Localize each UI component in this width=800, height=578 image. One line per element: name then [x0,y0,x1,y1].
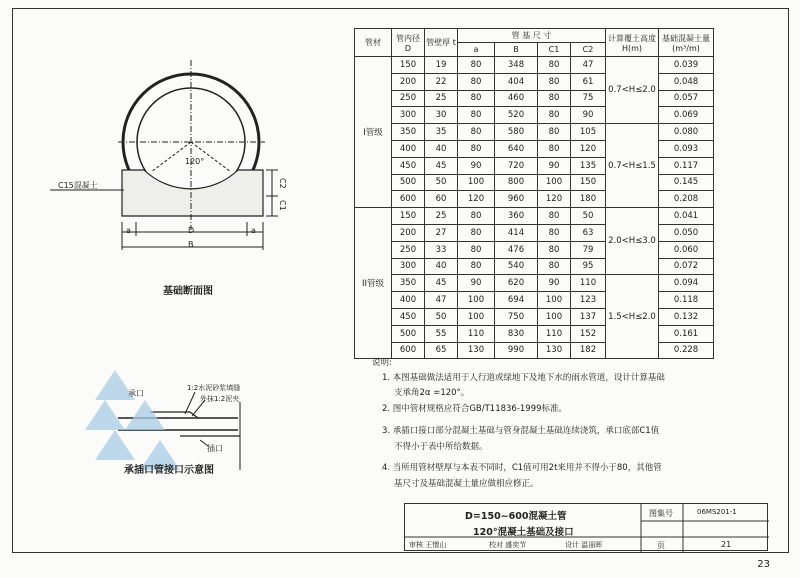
table-cell: 350 [392,124,425,141]
table-cell: 110 [538,325,571,342]
table-cell: 80 [538,107,571,124]
table-cell: 600 [392,342,425,359]
wrap-label: 外抹1:2泥夹 [200,395,240,403]
table-row [355,241,714,258]
table-cell: 130 [458,342,495,359]
design: 设计 温丽晖 [565,541,603,549]
table-cell: 960 [495,191,538,208]
volume-cell: 0.041 [659,208,714,225]
mortar-label: 1:2水泥砂浆填缝 [187,384,241,392]
table-cell: 540 [495,258,538,275]
header-pipe: 管材 [355,29,392,57]
table-cell: 360 [495,208,538,225]
volume-cell: 0.161 [659,325,714,342]
table-cell: 45 [425,275,458,292]
table-row [355,308,714,325]
table-cell: 400 [392,140,425,157]
note-line: 3. 承插口接口部分混凝土基础与管身混凝土基础连续浇筑，承口底部C1值 [382,426,660,436]
header-thickness: 管壁厚 t [425,29,458,57]
table-row [355,107,714,124]
table-cell: 105 [571,124,606,141]
dim-c1: C1 [278,200,287,211]
table-row [355,140,714,157]
table-cell: 40 [425,258,458,275]
pipe-grade: I管级 [355,57,392,208]
volume-cell: 0.094 [659,275,714,292]
title-line-1: D=150~600混凝土管 [465,511,567,522]
atlas-label: 图集号 [649,509,673,518]
header-base: 管 基 尺 寸 [458,29,606,43]
note-line: 支承角2α =120°。 [394,388,470,398]
volume-cell: 0.145 [659,174,714,191]
table-cell: 65 [425,342,458,359]
table-cell: 800 [495,174,538,191]
table-cell: 40 [425,140,458,157]
volume-cell: 0.072 [659,258,714,275]
table-cell: 27 [425,224,458,241]
subheader-b: B [495,43,538,57]
table-cell: 95 [571,258,606,275]
table-cell: 300 [392,258,425,275]
note-line: 基尺寸及基础混凝土量应做相应修正。 [394,479,539,489]
table-row [355,157,714,174]
watermark-triangles [85,370,180,470]
dim-d: D [188,226,195,235]
table-cell: 580 [495,124,538,141]
table-cell: 55 [425,325,458,342]
title-line-2: 120°混凝土基础及接口 [473,527,574,538]
table-row [355,124,714,141]
table-cell: 450 [392,157,425,174]
table-cell: 135 [571,157,606,174]
table-cell: 80 [458,124,495,141]
note-line: 2. 图中管材规格应符合GB/T11836-1999标准。 [382,404,568,414]
volume-cell: 0.117 [659,157,714,174]
table-cell: 35 [425,124,458,141]
table-cell: 150 [392,208,425,225]
table-cell: 404 [495,73,538,90]
table-cell: 123 [571,292,606,309]
table-row [355,258,714,275]
volume-cell: 0.060 [659,241,714,258]
volume-cell: 0.118 [659,292,714,309]
table-cell: 90 [458,157,495,174]
table-cell: 90 [538,157,571,174]
table-cell: 80 [538,241,571,258]
table-cell: 80 [538,224,571,241]
dim-c2: C2 [278,178,287,189]
table-cell: 300 [392,107,425,124]
table-cell: 80 [458,57,495,74]
volume-cell: 0.093 [659,140,714,157]
table-cell: 79 [571,241,606,258]
table-cell: 45 [425,157,458,174]
header-diameter: 管内径 D [392,29,425,57]
table-cell: 110 [571,275,606,292]
table-body [355,57,714,359]
table-cell: 100 [538,174,571,191]
table-cell: 460 [495,90,538,107]
table-cell: 80 [538,258,571,275]
table-cell: 152 [571,325,606,342]
table-row [355,292,714,309]
table-cell: 80 [458,107,495,124]
table-cell: 120 [538,191,571,208]
page-no: 21 [721,540,732,549]
volume-cell: 0.050 [659,224,714,241]
table-cell: 200 [392,73,425,90]
table-cell: 90 [538,275,571,292]
table-cell: 80 [458,73,495,90]
page-label: 页 [657,541,665,550]
table-cell: 60 [425,191,458,208]
table-cell: 400 [392,292,425,309]
table-cell: 75 [571,90,606,107]
table-cell: 150 [571,174,606,191]
table-row [355,224,714,241]
subheader-c1: C1 [538,43,571,57]
check: 校对 盛奕节 [489,541,527,549]
table-cell: 80 [458,208,495,225]
table-cell: 250 [392,241,425,258]
table-cell: 50 [571,208,606,225]
table-cell: 80 [538,90,571,107]
table-cell: 414 [495,224,538,241]
note-line: 1. 本图基础做法适用于人行道或绿地下及地下水的雨水管道，设计计算基础 [382,373,665,383]
review: 审核 王憎山 [409,541,447,549]
cover-range: 0.7<H≤1.5 [606,124,659,208]
volume-cell: 0.208 [659,191,714,208]
table-cell: 500 [392,325,425,342]
volume-cell: 0.057 [659,90,714,107]
volume-cell: 0.132 [659,308,714,325]
dim-a-right: a [251,226,256,235]
concrete-label: C15混凝土 [58,181,98,190]
table-cell: 110 [458,325,495,342]
table-cell: 200 [392,224,425,241]
table-cell: 250 [392,90,425,107]
table-cell: 130 [538,342,571,359]
joint-caption: 承插口管接口示意图 [124,465,214,476]
table-cell: 620 [495,275,538,292]
table-cell: 33 [425,241,458,258]
volume-cell: 0.069 [659,107,714,124]
table-cell: 80 [458,90,495,107]
table-cell: 80 [538,124,571,141]
table-cell: 100 [458,174,495,191]
table-cell: 450 [392,308,425,325]
table-cell: 80 [538,208,571,225]
volume-cell: 0.048 [659,73,714,90]
table-cell: 80 [458,241,495,258]
table-cell: 25 [425,90,458,107]
table-cell: 30 [425,107,458,124]
table-cell: 50 [425,174,458,191]
table-cell: 750 [495,308,538,325]
table-row [355,191,714,208]
atlas-no: 06MS201-1 [697,508,737,516]
subheader-c2: C2 [571,43,606,57]
table-cell: 80 [458,224,495,241]
note-line: 不得小于表中所给数据。 [394,442,488,452]
volume-cell: 0.080 [659,124,714,141]
table-cell: 90 [571,107,606,124]
header-cover: 计算覆土高度 H(m) [606,29,659,57]
table-row [355,90,714,107]
spigot-label: 插口 [207,444,223,453]
table-row [355,73,714,90]
table-row [355,57,714,74]
table-row [355,275,714,292]
table-cell: 19 [425,57,458,74]
table-cell: 100 [538,308,571,325]
table-cell: 100 [458,292,495,309]
table-cell: 25 [425,208,458,225]
subheader-a: a [458,43,495,57]
table-cell: 61 [571,73,606,90]
table-cell: 990 [495,342,538,359]
table-cell: 120 [458,191,495,208]
table-cell: 520 [495,107,538,124]
table-row [355,208,714,225]
table-cell: 80 [538,140,571,157]
table-cell: 350 [392,275,425,292]
notes-title: 说明: [372,358,392,368]
table-cell: 47 [425,292,458,309]
table-cell: 80 [538,73,571,90]
pipe-grade: II管级 [355,208,392,359]
cover-range: 1.5<H≤2.0 [606,275,659,359]
table-cell: 80 [458,140,495,157]
cover-range: 0.7<H≤2.0 [606,57,659,124]
angle-label: 120° [185,157,205,166]
table-cell: 476 [495,241,538,258]
table-cell: 100 [538,292,571,309]
table-cell: 640 [495,140,538,157]
table-cell: 600 [392,191,425,208]
volume-cell: 0.228 [659,342,714,359]
dim-a-left: a [126,226,131,235]
table-cell: 500 [392,174,425,191]
table-cell: 90 [458,275,495,292]
table-row [355,342,714,359]
note-line: 4. 当所用管材壁厚与本表不同时，C1值可用2t来用并不得小于80，其他管 [382,463,662,473]
table-cell: 720 [495,157,538,174]
section-caption: 基础断面图 [163,286,213,297]
cover-range: 2.0<H≤3.0 [606,208,659,275]
table-cell: 63 [571,224,606,241]
table-cell: 50 [425,308,458,325]
dimension-table [354,28,714,359]
header-volume: 基础混凝土量 (m³/m) [659,29,714,57]
page-number: 23 [757,559,770,570]
table-cell: 47 [571,57,606,74]
table-cell: 830 [495,325,538,342]
table-cell: 694 [495,292,538,309]
title-block [404,503,768,551]
table-cell: 150 [392,57,425,74]
table-row [355,325,714,342]
table-cell: 80 [538,57,571,74]
socket-label: 承口 [128,389,144,398]
table-cell: 100 [458,308,495,325]
table-cell: 137 [571,308,606,325]
table-cell: 80 [458,258,495,275]
volume-cell: 0.039 [659,57,714,74]
table-cell: 180 [571,191,606,208]
table-cell: 120 [571,140,606,157]
table-cell: 22 [425,73,458,90]
dim-b: B [188,240,194,249]
table-cell: 348 [495,57,538,74]
table-cell: 182 [571,342,606,359]
table-row [355,174,714,191]
